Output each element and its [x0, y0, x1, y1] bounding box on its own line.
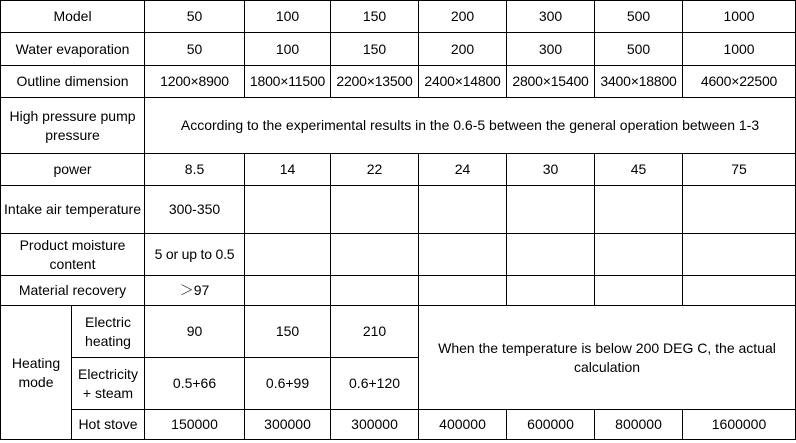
- electricity-steam-cell: 0.6+99: [245, 358, 331, 410]
- water-evaporation-cell: 100: [245, 33, 331, 66]
- water-evaporation-cell: 300: [507, 33, 595, 66]
- electric-heating-cell: 90: [145, 306, 245, 358]
- outline-dimension-cell: 1200×8900: [145, 66, 245, 98]
- model-row: [1, 1, 796, 33]
- material-recovery-label: Material recovery: [1, 276, 145, 306]
- intake-air-row: [1, 186, 796, 234]
- empty-cell: [595, 234, 683, 276]
- empty-cell: [245, 234, 331, 276]
- electricity-steam-label: Electricity + steam: [72, 358, 145, 410]
- model-label: Model: [1, 1, 145, 33]
- pump-pressure-row: [1, 98, 796, 154]
- model-cell: 1000: [683, 1, 796, 33]
- electricity-steam-cell: 0.5+66: [145, 358, 245, 410]
- hot-stove-cell: 300000: [245, 410, 331, 440]
- empty-cell: [245, 186, 331, 234]
- electric-heating-row: [1, 306, 796, 358]
- hot-stove-cell: 1600000: [683, 410, 796, 440]
- electric-heating-cell: 150: [245, 306, 331, 358]
- product-moisture-value: 5 or up to 0.5: [145, 234, 245, 276]
- model-cell: 100: [245, 1, 331, 33]
- hot-stove-row: [1, 410, 796, 440]
- empty-cell: [419, 186, 507, 234]
- hot-stove-cell: 600000: [507, 410, 595, 440]
- material-recovery-row: [1, 276, 796, 306]
- electric-heating-label: Electric heating: [72, 306, 145, 358]
- outline-dimension-cell: 3400×18800: [595, 66, 683, 98]
- model-cell: 500: [595, 1, 683, 33]
- outline-dimension-cell: 2200×13500: [331, 66, 419, 98]
- empty-cell: [419, 276, 507, 306]
- power-cell: 30: [507, 154, 595, 186]
- outline-dimension-label: Outline dimension: [1, 66, 145, 98]
- outline-dimension-cell: 1800×11500: [245, 66, 331, 98]
- power-cell: 24: [419, 154, 507, 186]
- power-cell: 22: [331, 154, 419, 186]
- pump-pressure-value: According to the experimental results in the 0.6-5 between the general operation between 1-3: [145, 98, 796, 154]
- power-cell: 14: [245, 154, 331, 186]
- heating-mode-label: Heating mode: [1, 306, 72, 440]
- empty-cell: [419, 234, 507, 276]
- hot-stove-cell: 400000: [419, 410, 507, 440]
- material-recovery-value: ＞97: [145, 276, 245, 306]
- empty-cell: [245, 276, 331, 306]
- water-evaporation-label: Water evaporation: [1, 33, 145, 66]
- power-row: [1, 154, 796, 186]
- model-cell: 150: [331, 1, 419, 33]
- hot-stove-label: Hot stove: [72, 410, 145, 440]
- model-cell: 300: [507, 1, 595, 33]
- power-label: power: [1, 154, 145, 186]
- outline-dimension-cell: 2400×14800: [419, 66, 507, 98]
- water-evaporation-cell: 1000: [683, 33, 796, 66]
- empty-cell: [507, 186, 595, 234]
- power-cell: 8.5: [145, 154, 245, 186]
- empty-cell: [331, 234, 419, 276]
- empty-cell: [331, 276, 419, 306]
- empty-cell: [331, 186, 419, 234]
- pump-pressure-label: High pressure pump pressure: [1, 98, 145, 154]
- heating-note: When the temperature is below 200 DEG C, the actual calculation: [419, 306, 796, 410]
- empty-cell: [683, 234, 796, 276]
- model-cell: 50: [145, 1, 245, 33]
- water-evaporation-cell: 50: [145, 33, 245, 66]
- empty-cell: [507, 234, 595, 276]
- hot-stove-cell: 800000: [595, 410, 683, 440]
- water-evaporation-cell: 150: [331, 33, 419, 66]
- empty-cell: [595, 186, 683, 234]
- empty-cell: [683, 186, 796, 234]
- intake-air-value: 300-350: [145, 186, 245, 234]
- empty-cell: [507, 276, 595, 306]
- power-cell: 45: [595, 154, 683, 186]
- product-moisture-row: [1, 234, 796, 276]
- electricity-steam-cell: 0.6+120: [331, 358, 419, 410]
- electric-heating-cell: 210: [331, 306, 419, 358]
- water-evaporation-row: [1, 33, 796, 66]
- outline-dimension-cell: 4600×22500: [683, 66, 796, 98]
- outline-dimension-row: [1, 66, 796, 98]
- outline-dimension-cell: 2800×15400: [507, 66, 595, 98]
- hot-stove-cell: 150000: [145, 410, 245, 440]
- empty-cell: [595, 276, 683, 306]
- water-evaporation-cell: 200: [419, 33, 507, 66]
- water-evaporation-cell: 500: [595, 33, 683, 66]
- intake-air-label: Intake air temperature: [1, 186, 145, 234]
- hot-stove-cell: 300000: [331, 410, 419, 440]
- model-cell: 200: [419, 1, 507, 33]
- power-cell: 75: [683, 154, 796, 186]
- product-moisture-label: Product moisture content: [1, 234, 145, 276]
- empty-cell: [683, 276, 796, 306]
